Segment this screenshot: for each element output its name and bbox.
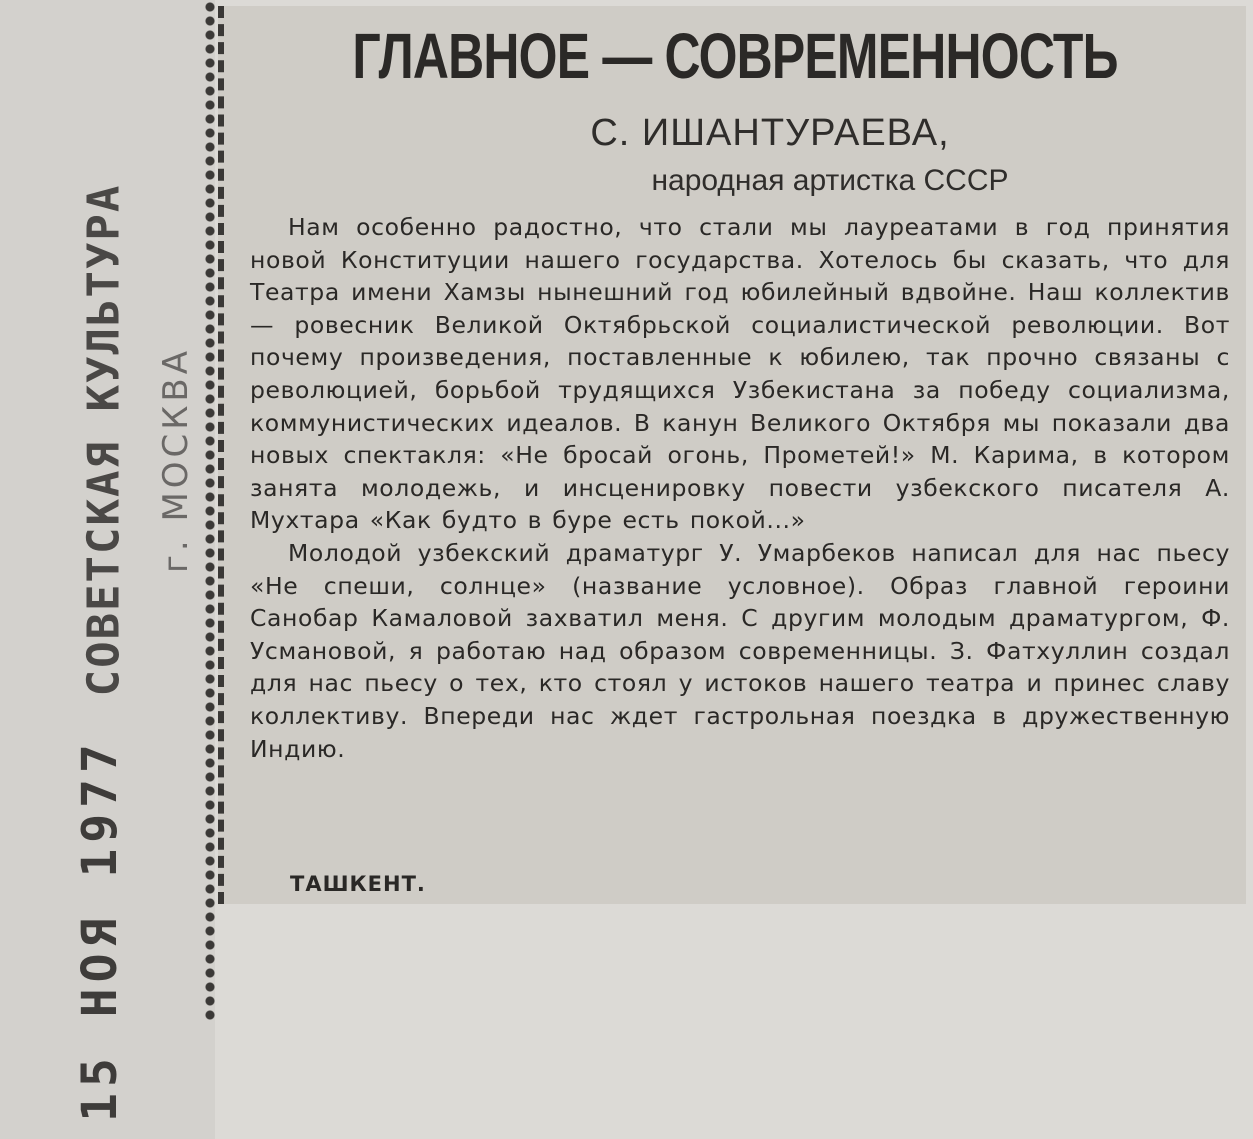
- author-name: С. ИШАНТУРАЕВА,: [590, 112, 950, 154]
- dateline: ТАШКЕНТ.: [290, 872, 426, 896]
- article-body: [250, 211, 1230, 765]
- article-paragraph: Молодой узбекский драматург У. Умарбеков написал для нас пьесу «Не спеши, солнце» (название условное). Образ главной героини Санобар Камаловой захватил меня. С другим молодым драматургом, Ф. Усмановой, я работаю над образом современницы. З. Фатхуллин создал для нас пьесу о тех, кто стоял у истоков нашего театра и принес славу коллективу. Впереди нас ждет гастрольная поездка в дружественную Индию.: [250, 538, 1230, 763]
- clipping-service-stamp: [0, 0, 215, 1139]
- stamp-city: г. МОСКВА: [156, 346, 196, 574]
- newspaper-clipping: [218, 6, 1246, 904]
- stamp-newspaper-name: СОВЕТСКАЯ КУЛЬТУРА: [78, 183, 130, 697]
- author-title: народная артистка СССР: [651, 164, 1009, 197]
- headline: ГЛАВНОЕ — СОВРЕМЕННОСТЬ: [352, 20, 1118, 92]
- stamp-date: 15 НОЯ 1977: [72, 738, 128, 1122]
- perforated-edge: [203, 0, 217, 1020]
- article-paragraph: Нам особенно радостно, что стали мы лауреатами в год принятия новой Конституции нашего государства. Хотелось бы сказать, что для Театра имени Хамзы нынешний год юбилейный вдвойне. Наш коллектив — ровесник Великой Октябрьской социалистической революции. Вот почему произведения, поставленные к юбилею, так прочно связаны с революцией, борьбой трудящихся Узбекистана за победу социализма, коммунистических идеалов. В канун Великого Октября мы показали два новых спектакля: «Не бросай огонь, Прометей!» М. Карима, в котором занята молодежь, и инсценировку повести узбекского писателя А. Мухтара «Как будто в буре есть покой...»: [250, 213, 1230, 535]
